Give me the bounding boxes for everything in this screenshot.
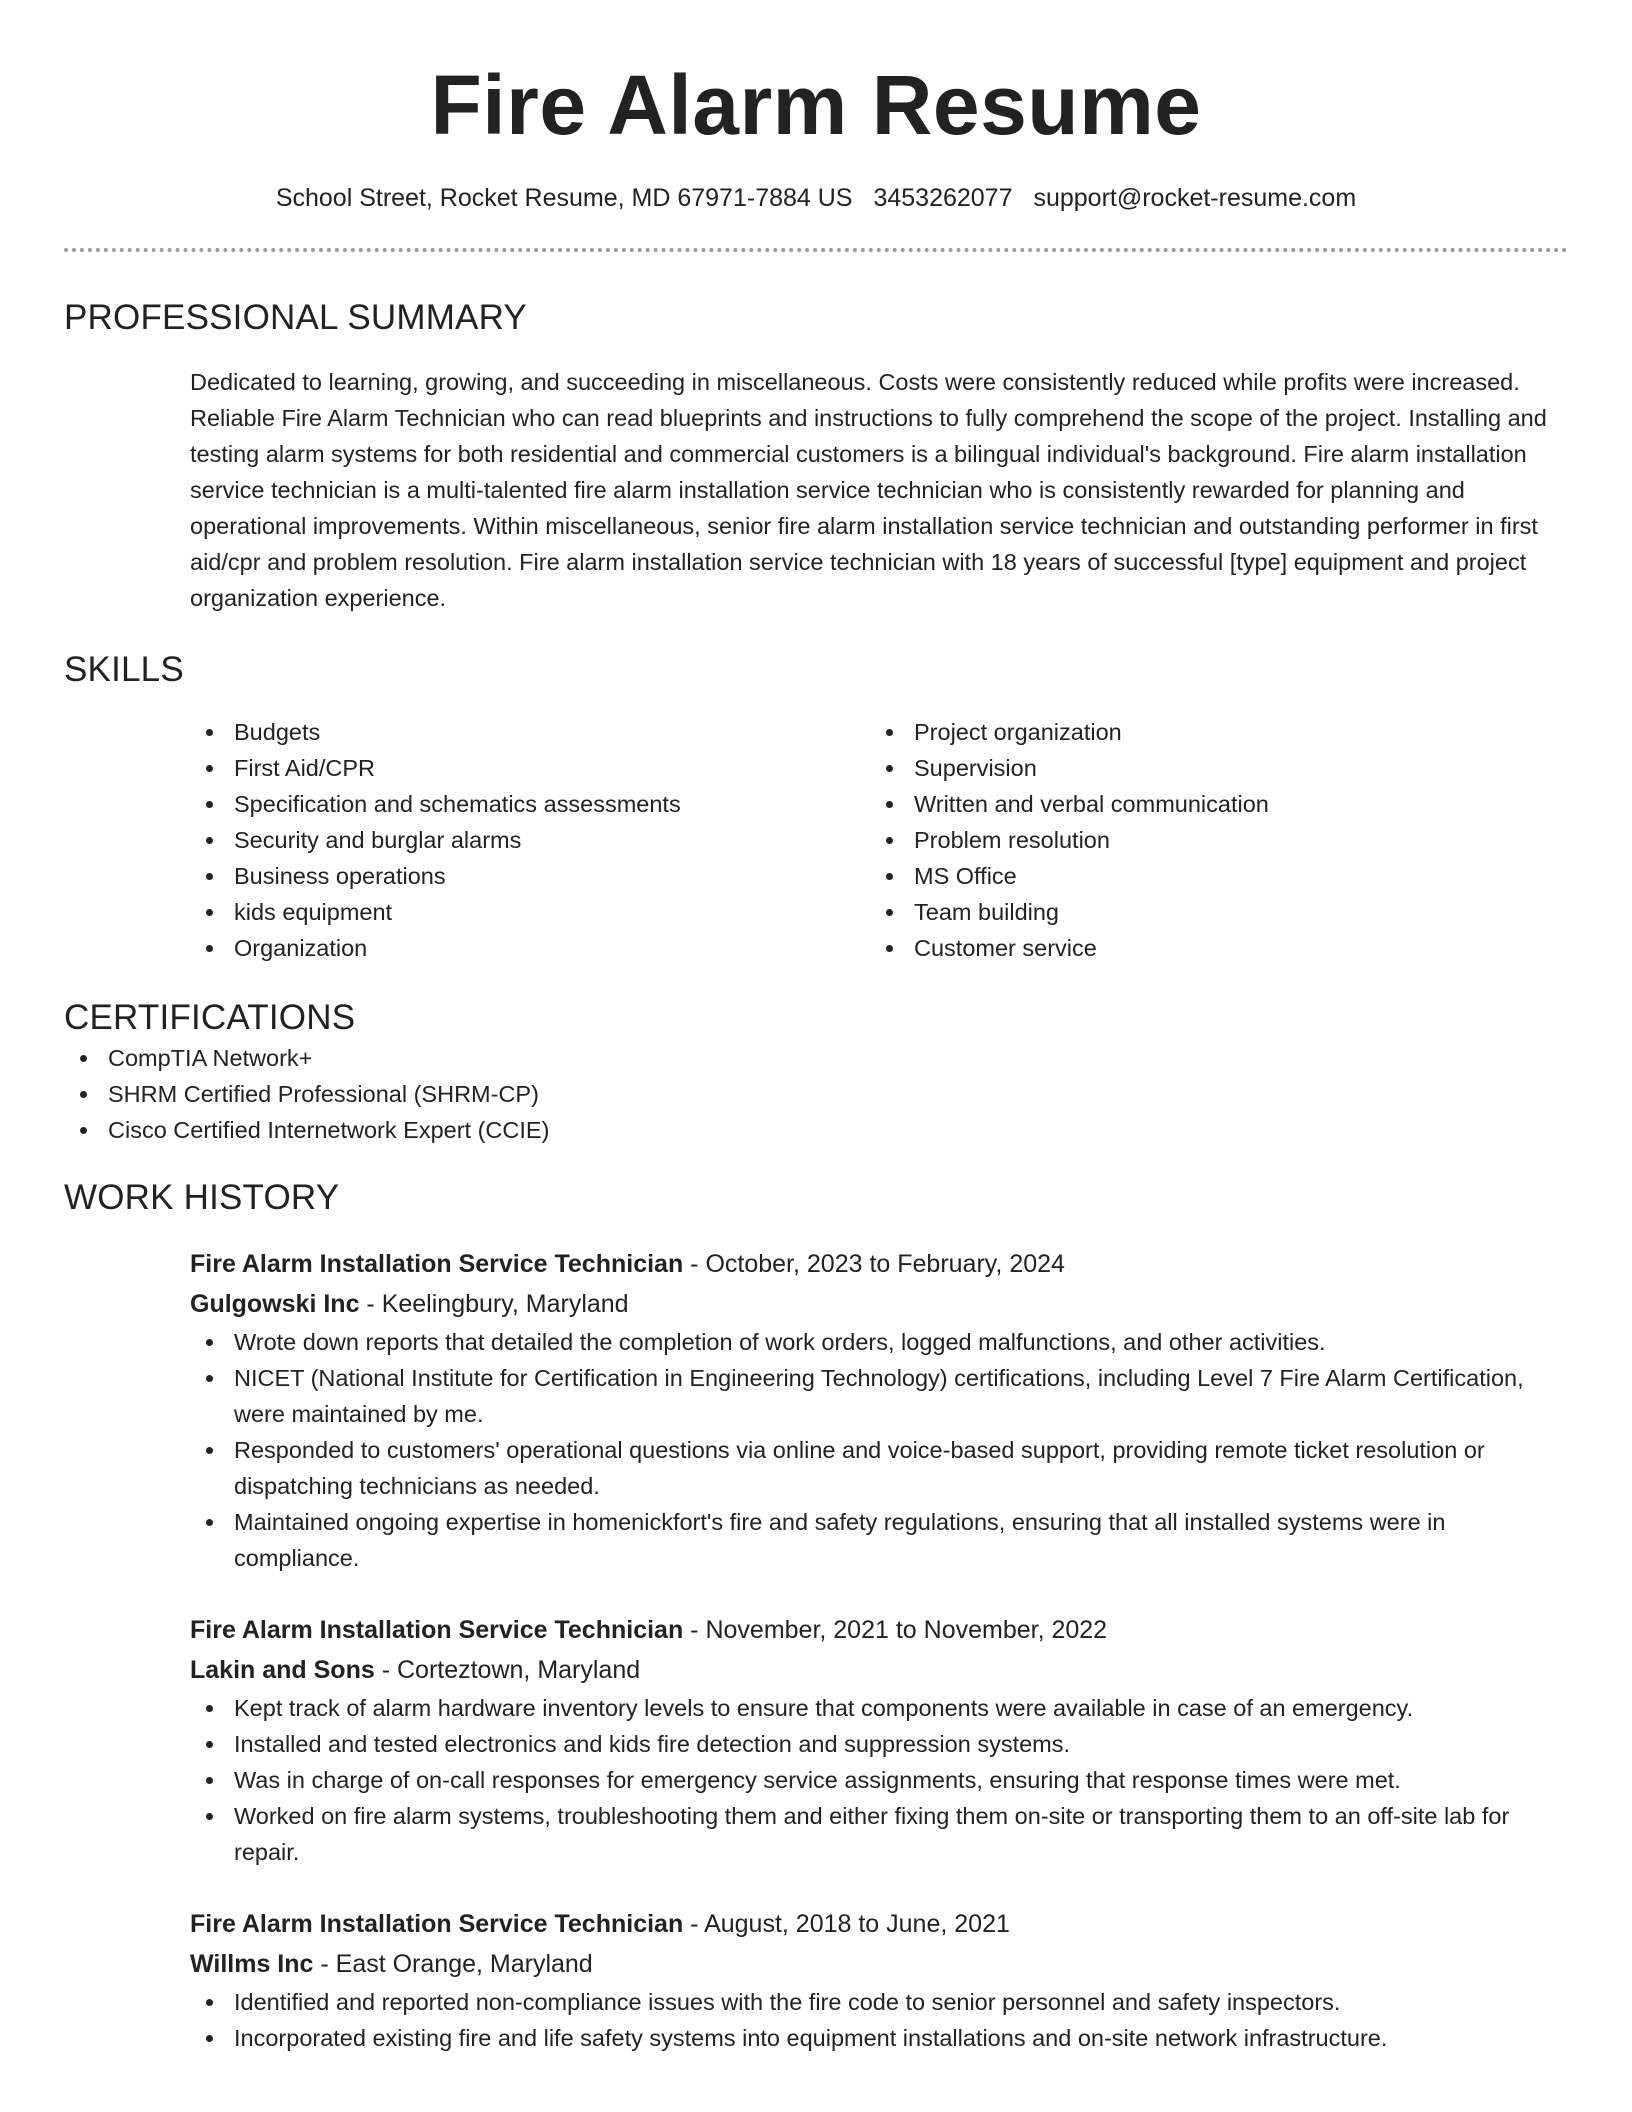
skills-left-list — [190, 714, 870, 966]
job-bullet: Responded to customers' operational questions via online and voice-based support, providing remote ticket resolution or dispatching technicians as needed. — [190, 1432, 1568, 1504]
work-history-heading: WORK HISTORY — [64, 1178, 340, 1217]
skill-item: kids equipment — [190, 894, 870, 930]
header-divider — [64, 248, 1568, 252]
skill-item: Security and burglar alarms — [190, 822, 870, 858]
job-bullet: Installed and tested electronics and kids fire detection and suppression systems. — [190, 1726, 1568, 1762]
contact-address: School Street, Rocket Resume, MD 67971-7884 US — [275, 184, 853, 212]
certifications-list — [64, 1040, 1568, 1148]
job-bullet: Identified and reported non-compliance issues with the fire code to senior personnel and safety inspectors. — [190, 1984, 1568, 2020]
job-entry — [190, 1904, 1568, 2056]
skill-item: Team building — [870, 894, 1550, 930]
job-bullets — [190, 1690, 1568, 1870]
job-title-line — [190, 1904, 1568, 1944]
skill-item: Problem resolution — [870, 822, 1550, 858]
job-company-line — [190, 1650, 1568, 1690]
job-bullet: Worked on fire alarm systems, troubleshooting them and either fixing them on-site or transporting them to an off-site lab for repair. — [190, 1798, 1568, 1870]
certification-item: SHRM Certified Professional (SHRM-CP) — [64, 1076, 1568, 1112]
job-bullet: Kept track of alarm hardware inventory levels to ensure that components were available in case of an emergency. — [190, 1690, 1568, 1726]
job-bullet: Maintained ongoing expertise in homenickfort's fire and safety regulations, ensuring that all installed systems were in compliance. — [190, 1504, 1568, 1576]
job-company: Willms Inc — [190, 1950, 314, 1978]
contact-line — [64, 181, 1568, 215]
job-dates: - November, 2021 to November, 2022 — [683, 1616, 1108, 1644]
certification-item: Cisco Certified Internetwork Expert (CCIE) — [64, 1112, 1568, 1148]
skill-item: First Aid/CPR — [190, 750, 870, 786]
job-company-line — [190, 1944, 1568, 1984]
job-company-line — [190, 1284, 1568, 1324]
job-company: Lakin and Sons — [190, 1656, 375, 1684]
job-bullet: Was in charge of on-call responses for emergency service assignments, ensuring that response times were met. — [190, 1762, 1568, 1798]
job-entry — [190, 1244, 1568, 1576]
job-location: - Keelingbury, Maryland — [359, 1290, 629, 1318]
job-company: Gulgowski Inc — [190, 1290, 360, 1318]
job-role: Fire Alarm Installation Service Technician — [190, 1250, 684, 1278]
resume-page — [64, 0, 1568, 2056]
skill-item: Specification and schematics assessments — [190, 786, 870, 822]
job-bullets — [190, 1984, 1568, 2056]
job-location: - East Orange, Maryland — [313, 1950, 593, 1978]
job-dates: - October, 2023 to February, 2024 — [683, 1250, 1065, 1278]
job-location: - Corteztown, Maryland — [374, 1656, 641, 1684]
skills-grid — [190, 714, 1568, 966]
summary-heading: PROFESSIONAL SUMMARY — [64, 298, 527, 337]
skill-item: Written and verbal communication — [870, 786, 1550, 822]
certifications-heading: CERTIFICATIONS — [64, 998, 356, 1037]
job-title-line — [190, 1244, 1568, 1284]
contact-email: support@rocket-resume.com — [1033, 184, 1357, 212]
job-role: Fire Alarm Installation Service Technician — [190, 1910, 684, 1938]
job-title-line — [190, 1610, 1568, 1650]
job-bullet: Incorporated existing fire and life safety systems into equipment installations and on-site network infrastructure. — [190, 2020, 1568, 2056]
skill-item: Customer service — [870, 930, 1550, 966]
skill-item: MS Office — [870, 858, 1550, 894]
job-dates: - August, 2018 to June, 2021 — [683, 1910, 1010, 1938]
job-role: Fire Alarm Installation Service Technician — [190, 1616, 684, 1644]
skill-item: Budgets — [190, 714, 870, 750]
summary-text: Dedicated to learning, growing, and succeeding in miscellaneous. Costs were consistently reduced while profits were increased. Reliable Fire Alarm Technician who can read blueprints and instructions to fully comprehend the scope of the project. Installing and testing alarm systems for both residential and commercial customers is a bilingual individual's background. Fire alarm installation service technician is a multi-talented fire alarm installation service technician who is consistently rewarded for planning and operational improvements. Within miscellaneous, senior fire alarm installation service technician and outstanding performer in first aid/cpr and problem resolution. Fire alarm installation service technician with 18 years of successful [type] equipment and project organization experience. — [190, 369, 1547, 611]
job-bullet: Wrote down reports that detailed the completion of work orders, logged malfunctions, and other activities. — [190, 1324, 1568, 1360]
skills-heading: SKILLS — [64, 650, 184, 689]
skill-item: Organization — [190, 930, 870, 966]
job-entry — [190, 1610, 1568, 1870]
certification-item: CompTIA Network+ — [64, 1040, 1568, 1076]
resume-name: Fire Alarm Resume — [430, 58, 1202, 152]
job-bullets — [190, 1324, 1568, 1576]
skill-item: Business operations — [190, 858, 870, 894]
contact-phone: 3453262077 — [873, 184, 1013, 212]
skill-item: Supervision — [870, 750, 1550, 786]
skill-item: Project organization — [870, 714, 1550, 750]
job-bullet: NICET (National Institute for Certification in Engineering Technology) certifications, including Level 7 Fire Alarm Certification, were maintained by me. — [190, 1360, 1568, 1432]
skills-right-list — [870, 714, 1550, 966]
